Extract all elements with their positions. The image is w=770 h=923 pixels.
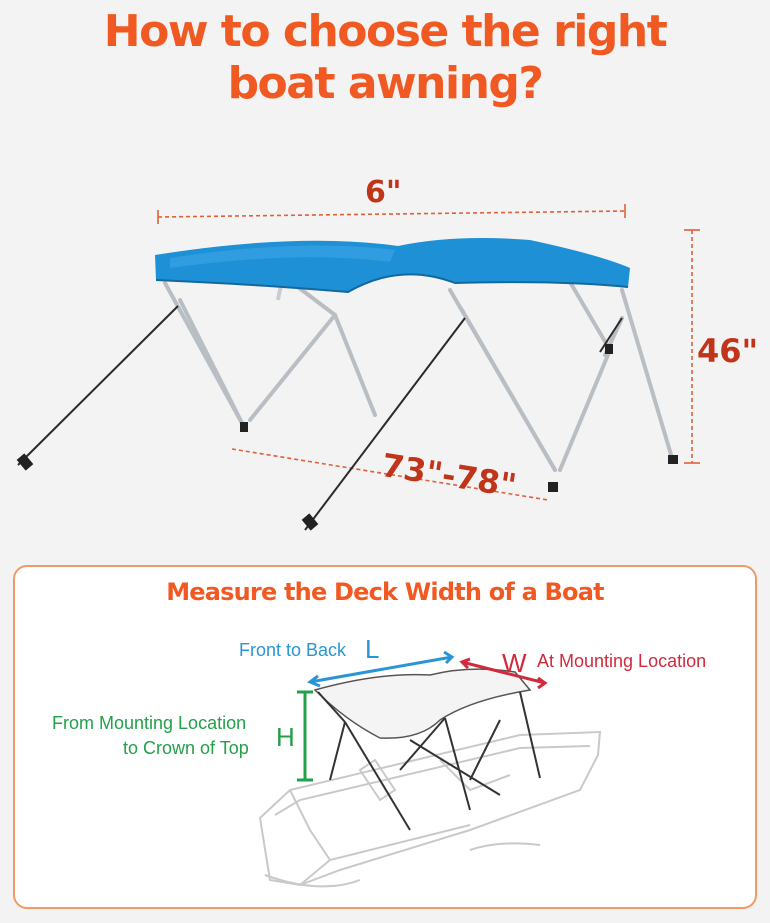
length-label: Front to Back [239,640,347,660]
width-label: At Mounting Location [537,651,707,671]
height-dimension-label: 46" [697,332,759,370]
height-label-line-2: to Crown of Top [123,738,249,758]
height-indicator [297,692,313,780]
height-letter: H [276,722,295,752]
title-line-2: boat awning? [227,58,543,109]
width-letter: W [502,648,527,678]
title-line-1: How to choose the right [103,6,667,57]
card-title: Measure the Deck Width of a Boat [166,578,604,606]
boat-canopy [315,669,530,738]
length-letter: L [365,634,380,664]
boat-hull [260,732,600,886]
width-dimension-label: 73"-78" [379,446,520,505]
top-dimension-label: 6" [365,175,402,210]
height-label-line-1: From Mounting Location [52,713,247,733]
